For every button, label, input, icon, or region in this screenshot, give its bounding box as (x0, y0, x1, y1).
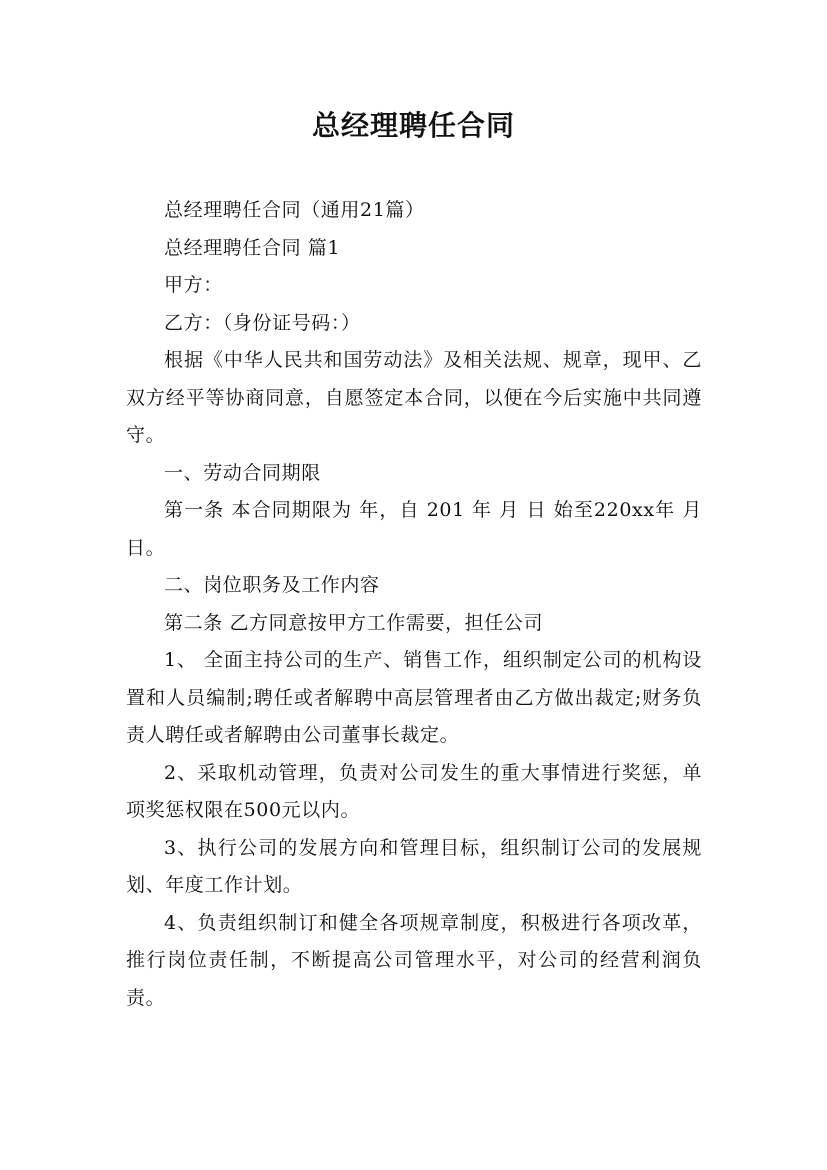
paragraph-duty-2: 2、采取机动管理，负责对公司发生的重大事情进行奖惩，单项奖惩权限在500元以内。 (126, 761, 702, 821)
paragraph-preamble: 根据《中华人民共和国劳动法》及相关法规、规章，现甲、乙双方经平等协商同意，自愿签定本合同，以便在今后实施中共同遵守。 (126, 349, 702, 446)
document-body (126, 192, 702, 1017)
paragraph-subtitle: 总经理聘任合同（通用21篇） (164, 199, 425, 221)
paragraph-party-a: 甲方： (164, 274, 223, 296)
paragraph-article-heading: 总经理聘任合同 篇1 (164, 236, 341, 259)
paragraph-article-1: 第一条 本合同期限为 年，自 201 年 月 日 始至220xx年 月 日。 (126, 499, 702, 559)
paragraph-section-2-heading: 二、岗位职务及工作内容 (164, 574, 380, 596)
paragraph-duty-1: 1、 全面主持公司的生产、销售工作，组织制定公司的机构设置和人员编制;聘任或者解聘中高层管理者由乙方做出裁定;财务负责人聘任或者解聘由公司董事长裁定。 (126, 649, 702, 746)
paragraph-section-1-heading: 一、劳动合同期限 (164, 461, 321, 484)
paragraph-duty-4: 4、负责组织制订和健全各项规章制度，积极进行各项改革，推行岗位责任制，不断提高公司管理水平，对公司的经营利润负责。 (126, 911, 702, 1009)
document-title: 总经理聘任合同 (311, 109, 515, 142)
paragraph-party-b: 乙方：（身份证号码：） (164, 311, 361, 334)
paragraph-article-2: 第二条 乙方同意按甲方工作需要，担任公司 (164, 611, 544, 634)
paragraph-duty-3: 3、执行公司的发展方向和管理目标，组织制订公司的发展规划、年度工作计划。 (126, 836, 702, 896)
